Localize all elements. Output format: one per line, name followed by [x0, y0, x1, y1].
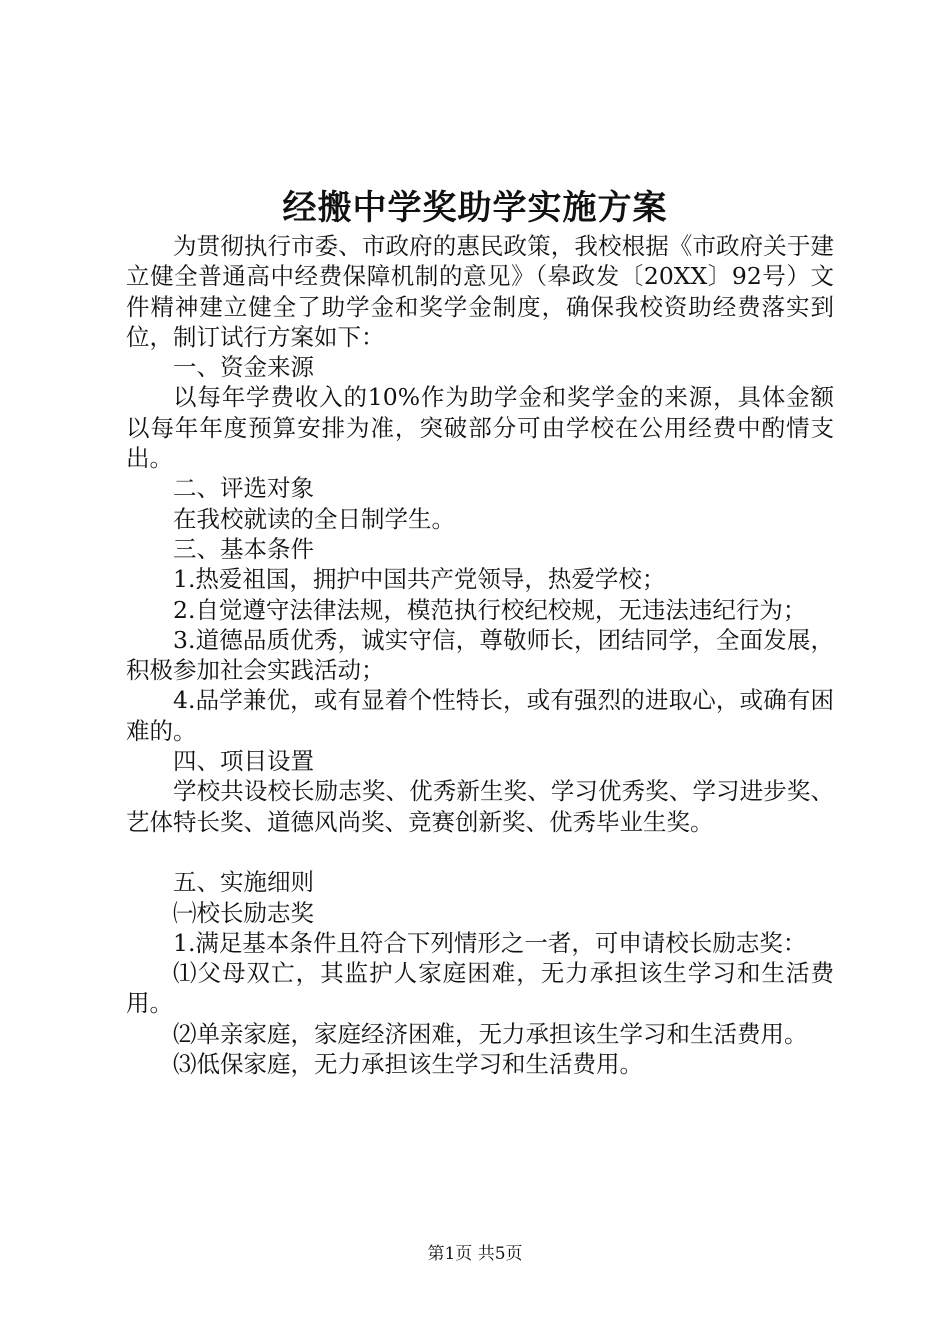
rule-item: 1.满足基本条件且符合下列情形之一者，可申请校长励志奖： — [173, 928, 807, 957]
section-heading-implementation: 五、实施细则 — [173, 868, 314, 897]
rule-subitem: ⑴父母双亡，其监护人家庭困难，无力承担该生学习和生活费用。 — [126, 959, 834, 1018]
condition-item: 4.品学兼优，或有显着个性特长，或有强烈的进取心，或确有困难的。 — [126, 686, 834, 745]
rule-subitem: ⑶低保家庭，无力承担该生学习和生活费用。 — [173, 1050, 643, 1079]
document-body — [126, 231, 834, 1079]
paragraph-eligibility: 在我校就读的全日制学生。 — [173, 504, 455, 533]
paragraph-funding: 以每年学费收入的10%作为助学金和奖学金的来源，具体金额以每年年度预算安排为准，突破部分可由学校在公用经费中酌情支出。 — [126, 383, 834, 473]
paragraph-awards: 学校共设校长励志奖、优秀新生奖、学习优秀奖、学习进步奖、艺体特长奖、道德风尚奖、竞赛创新奖、优秀毕业生奖。 — [126, 777, 834, 836]
condition-item: 2.自觉遵守法律法规，模范执行校纪校规，无违法违纪行为； — [173, 595, 807, 624]
section-heading-funding: 一、资金来源 — [173, 353, 314, 382]
condition-item: 1.热爱祖国，拥护中国共产党领导，热爱学校； — [173, 565, 666, 594]
subsection-heading-principal-award: ㈠校长励志奖 — [173, 898, 314, 927]
section-heading-eligibility: 二、评选对象 — [173, 474, 314, 503]
section-heading-conditions: 三、基本条件 — [173, 534, 314, 563]
section-heading-awards: 四、项目设置 — [173, 747, 314, 776]
page-footer: 第1页 共5页 — [427, 1244, 523, 1264]
intro-paragraph: 为贯彻执行市委、市政府的惠民政策，我校根据《市政府关于建立健全普通高中经费保障机制的意见》（皋政发〔20XX〕92号）文件精神建立健全了助学金和奖学金制度，确保我校资助经费落实到位，制订试行方案如下： — [126, 232, 834, 351]
condition-item: 3.道德品质优秀，诚实守信，尊敬师长，团结同学，全面发展，积极参加社会实践活动； — [126, 625, 834, 685]
rule-subitem: ⑵单亲家庭，家庭经济困难，无力承担该生学习和生活费用。 — [173, 1019, 808, 1048]
document-title: 经搬中学奖助学实施方案 — [282, 188, 668, 228]
blank-line — [126, 837, 834, 867]
